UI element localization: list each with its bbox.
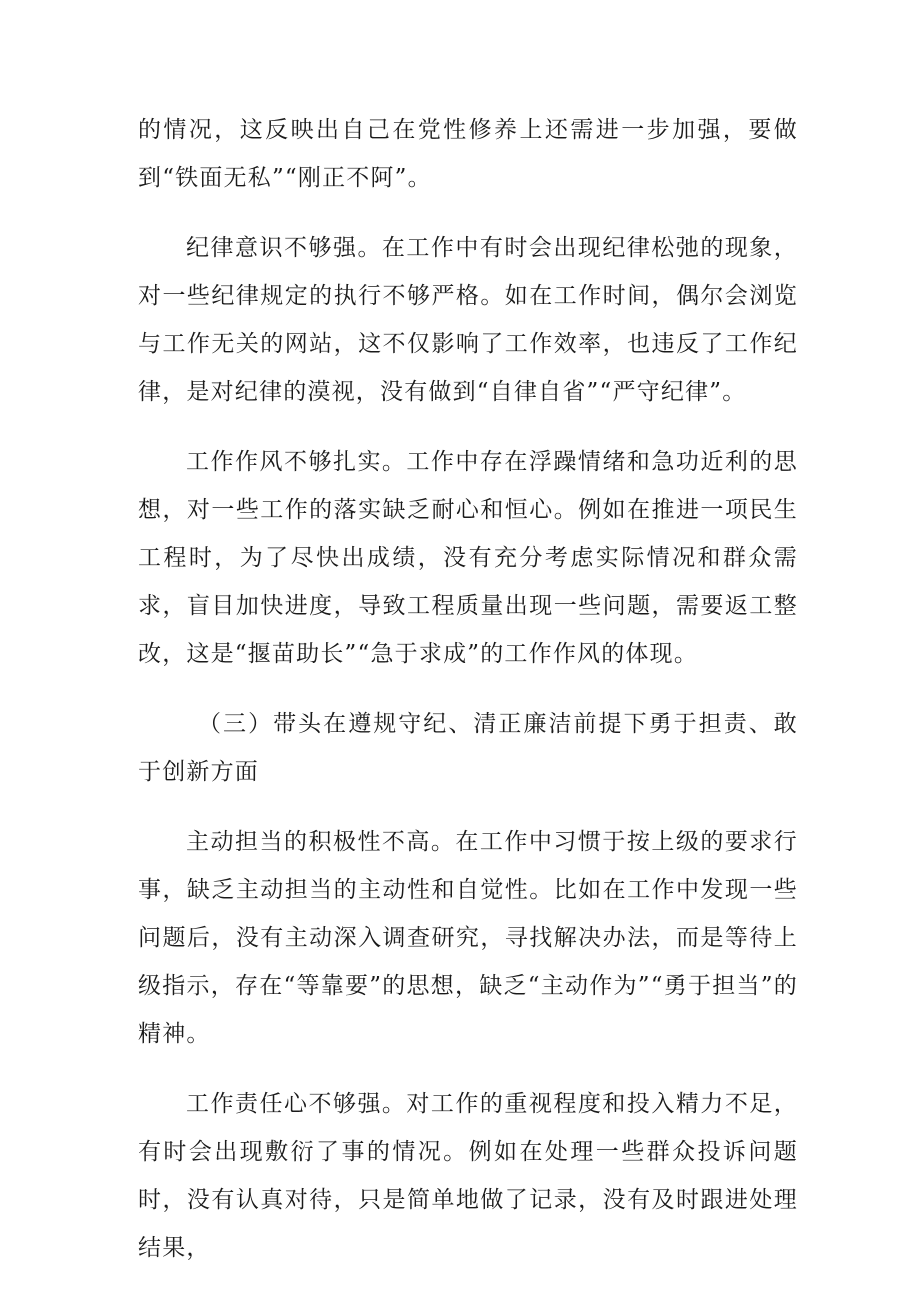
paragraph-responsibility: 工作责任心不够强。对工作的重视程度和投入精力不足，有时会出现敷衍了事的情况。例如在处理一些群众投诉问题时，没有认真对待，只是简单地做了记录，没有及时跟进处理结果， [138,1091,798,1261]
paragraph-discipline-awareness: 纪律意识不够强。在工作中有时会出现纪律松弛的现象，对一些纪律规定的执行不够严格。如在工作时间，偶尔会浏览与工作无关的网站，这不仅影响了工作效率，也违反了工作纪律，是对纪律的漠视，没有做到“自律自省”“严守纪律”。 [138,235,798,405]
paragraph-work-style: 工作作风不够扎实。工作中存在浮躁情绪和急功近利的思想，对一些工作的落实缺乏耐心和恒心。例如在推进一项民生工程时，为了尽快出成绩，没有充分考虑实际情况和群众需求，盲目加快进度，导致工程质量出现一些问题，需要返工整改，这是“揠苗助长”“急于求成”的工作作风的体现。 [138,449,798,667]
paragraph-initiative: 主动担当的积极性不高。在工作中习惯于按上级的要求行事，缺乏主动担当的主动性和自觉性。比如在工作中发现一些问题后，没有主动深入调查研究，寻找解决办法，而是等待上级指示，存在“等靠要”的思想，缺乏“主动作为”“勇于担当”的精神。 [138,829,798,1047]
document-body [138,106,798,1294]
paragraph-continuation: 的情况，这反映出自己在党性修养上还需进一步加强，要做到“铁面无私”“刚正不阿”。 [138,117,798,191]
section-heading-3: （三）带头在遵规守纪、清正廉洁前提下勇于担责、敢于创新方面 [138,711,798,785]
